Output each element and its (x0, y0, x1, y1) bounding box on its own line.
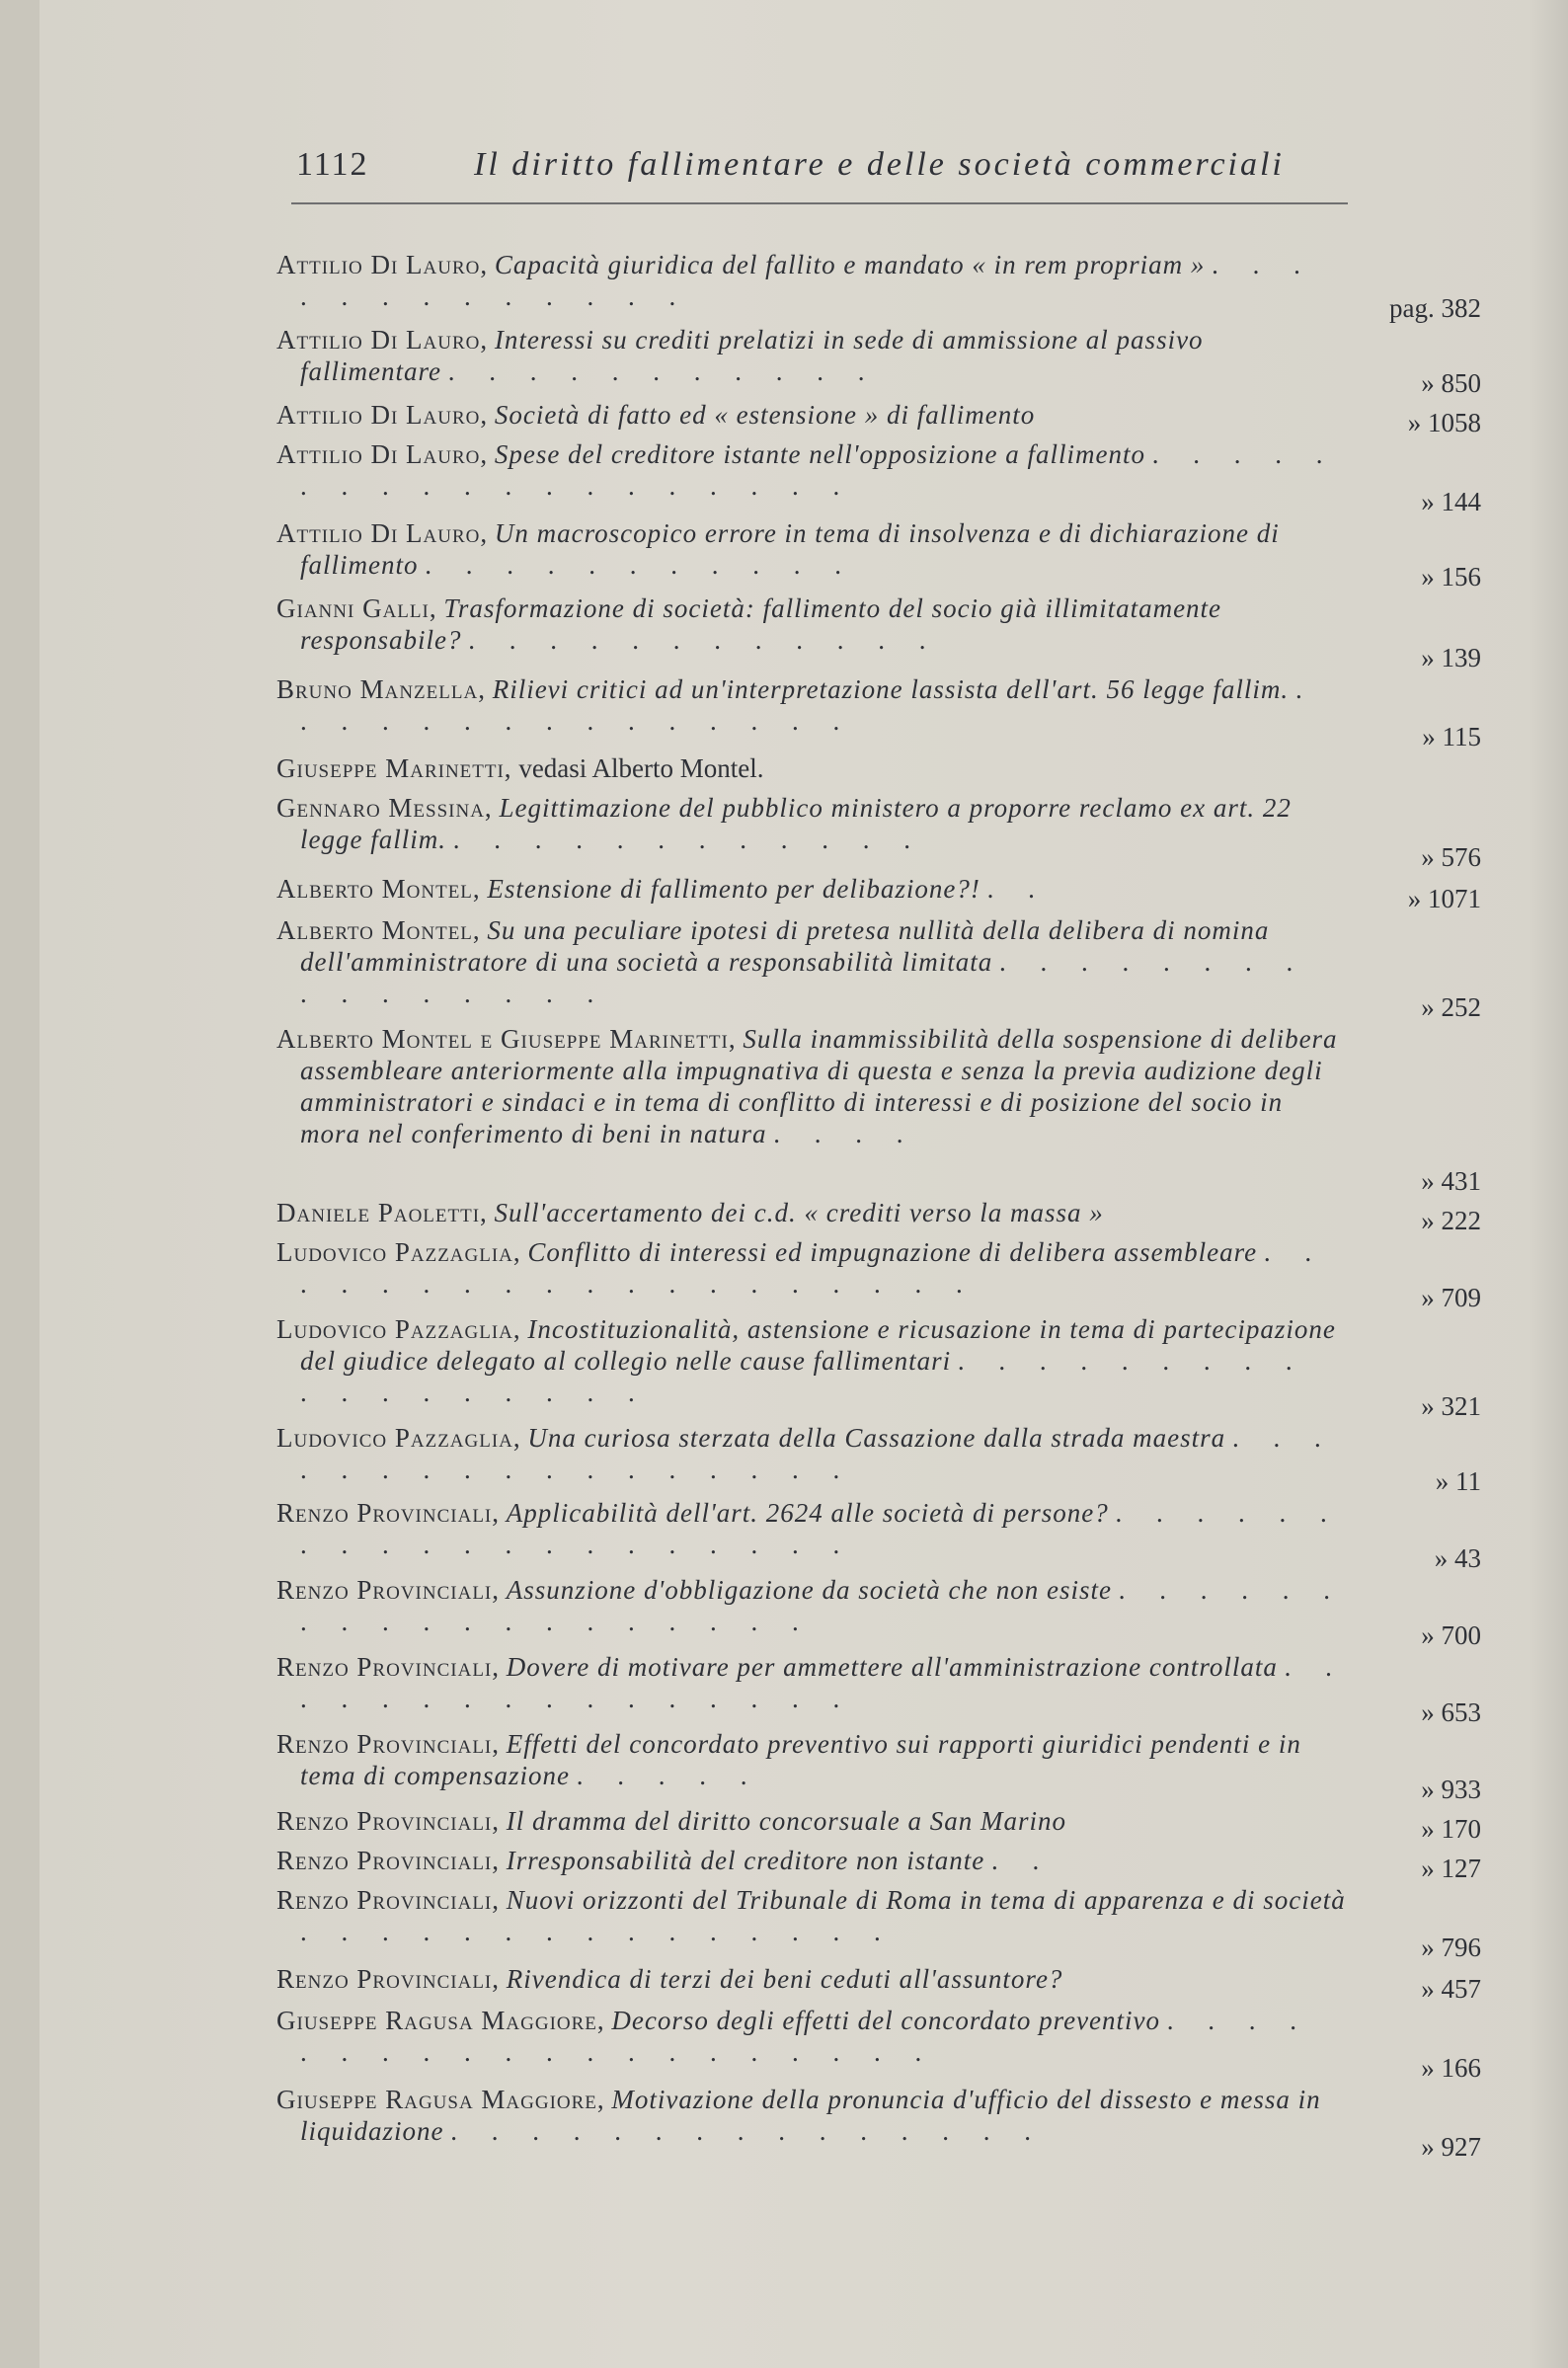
entry-page: » 1058 (1407, 408, 1481, 437)
entry-title: Rivendica di terzi dei beni ceduti all'assuntore? (506, 1964, 1063, 1994)
entry-text (276, 873, 1347, 905)
leader-dots: . . . . . . . . . . . . . . . . . . . (300, 1575, 1344, 1636)
index-entry (276, 1574, 1481, 1651)
index-list (276, 249, 1481, 2163)
index-entry (276, 1651, 1481, 1728)
entry-page: » 709 (1421, 1283, 1481, 1312)
entry-title: Un macroscopico errore in tema di insolvenza e di dichiarazione di fallimento (300, 518, 1280, 580)
index-entry (276, 1728, 1481, 1805)
entry-text (276, 1845, 1347, 1876)
running-title: Il diritto fallimentare e delle società commerciali (474, 146, 1285, 183)
entry-page: » 222 (1421, 1206, 1481, 1235)
leader-dots: . . . . . . . . . . . . . . . . . (300, 1423, 1335, 1484)
entry-title: Nuovi orizzonti del Tribunale di Roma in tema di apparenza e di società (506, 1885, 1346, 1915)
entry-title: Irresponsabilità del creditore non istante (506, 1846, 985, 1875)
leader-dots: . . . . . . . . . . . . . . . . . . . (300, 1237, 1326, 1299)
entry-page: » 115 (1422, 722, 1481, 751)
index-entry (276, 1422, 1481, 1497)
leader-dots: . . . . . . . . . . . (425, 550, 855, 580)
entry-author: Giuseppe Ragusa Maggiore, (276, 2006, 605, 2035)
leader-dots: . . . . . . . . . . . . . . . . . . . . (300, 2006, 1311, 2067)
entry-author: Daniele Paoletti, (276, 1198, 488, 1227)
entry-author: Gennaro Messina, (276, 793, 493, 823)
entry-author: Renzo Provinciali, (276, 1498, 500, 1528)
entry-text (276, 2005, 1347, 2068)
entry-author: Attilio Di Lauro, (276, 250, 489, 279)
index-entry (276, 1884, 1481, 1963)
entry-title: Società di fatto ed « estensione » di fallimento (494, 400, 1036, 430)
entry-page: » 127 (1421, 1854, 1481, 1883)
entry-page: pag. 382 (1389, 293, 1481, 323)
index-entry (276, 914, 1481, 1023)
entry-title: Sull'accertamento dei c.d. « crediti verso la massa » (494, 1198, 1104, 1227)
entry-author: Renzo Provinciali, (276, 1964, 500, 1994)
entry-page: » 850 (1421, 368, 1481, 398)
entry-text (276, 1422, 1347, 1485)
entry-page: » 457 (1421, 1974, 1481, 2004)
entry-text (276, 399, 1347, 431)
page-edge-shadow (1529, 0, 1568, 2368)
leader-dots: . . . . . . . . . . . . . . . . (300, 1652, 1346, 1713)
entry-text (276, 1884, 1347, 1947)
index-entry (276, 1236, 1481, 1313)
leader-dots: . . . . . (576, 1761, 761, 1790)
entry-author: Renzo Provinciali, (276, 1729, 500, 1759)
entry-text (276, 1574, 1347, 1637)
entry-title: Estensione di fallimento per delibazione?! (487, 874, 980, 904)
entry-title: Decorso degli effetti del concordato preventivo (611, 2006, 1161, 2035)
index-entry (276, 517, 1481, 592)
entry-title: Trasformazione di società: fallimento del socio già illimitatamente responsabile? (300, 593, 1222, 655)
entry-title: Il dramma del diritto concorsuale a San Marino (506, 1806, 1066, 1836)
entry-author: Ludovico Pazzaglia, (276, 1314, 521, 1344)
entry-author: Alberto Montel, (276, 874, 481, 904)
entry-title: Capacità giuridica del fallito e mandato « in rem propriam » (494, 250, 1206, 279)
entry-text (276, 1313, 1347, 1408)
leader-dots: . . . . . . . . . . . . . . . . . . (300, 1346, 1306, 1407)
index-entry (276, 752, 1481, 792)
entry-text (276, 752, 1347, 784)
entry-author: Bruno Manzella, (276, 674, 486, 704)
entry-title: Spese del creditore istante nell'opposizione a fallimento (494, 439, 1146, 469)
entry-author: Giuseppe Ragusa Maggiore, (276, 2085, 605, 2114)
entry-author: Renzo Provinciali, (276, 1652, 500, 1682)
entry-text (276, 592, 1347, 656)
index-entry (276, 2005, 1481, 2084)
entry-title: Una curiosa sterzata della Cassazione dalla strada maestra (527, 1423, 1226, 1453)
entry-text (276, 324, 1347, 387)
index-entry (276, 873, 1481, 914)
leader-dots: . . . . . . . . . . . . (468, 625, 940, 655)
index-entry (276, 438, 1481, 517)
entry-page: » 576 (1421, 842, 1481, 872)
entry-text (276, 1805, 1347, 1837)
entry-title: Incostituzionalità, astensione e ricusazione in tema di partecipazione del giudice delegato al collegio nelle cause fallimentari (300, 1314, 1336, 1376)
entry-page: » 11 (1435, 1466, 1481, 1496)
entry-author: Giuseppe Marinetti, (276, 753, 512, 783)
page-number: 1112 (296, 146, 369, 183)
index-entry (276, 1023, 1481, 1197)
book-page (39, 0, 1568, 2368)
leader-dots: . . . . . . . . . . . . . . . (300, 674, 1316, 736)
index-entry (276, 249, 1481, 324)
entry-author: Renzo Provinciali, (276, 1846, 500, 1875)
leader-dots: . . . . (773, 1119, 917, 1148)
entry-author: Ludovico Pazzaglia, (276, 1237, 521, 1267)
entry-text (276, 1497, 1347, 1560)
entry-page: » 156 (1421, 562, 1481, 592)
entry-title: Su una peculiare ipotesi di pretesa nullità della delibera di nomina dell'amministratore di una società a responsabilità limitata (300, 915, 1270, 977)
page-header (296, 146, 1343, 205)
entry-page: » 43 (1434, 1543, 1481, 1573)
entry-page: » 252 (1421, 992, 1481, 1022)
entry-page: » 139 (1421, 643, 1481, 672)
entry-title: Assunzione d'obbligazione da società che non esiste (506, 1575, 1112, 1605)
entry-text (276, 1023, 1347, 1149)
entry-page: » 933 (1421, 1775, 1481, 1804)
entry-title: Motivazione della pronuncia d'ufficio del dissesto e messa in liquidazione (300, 2085, 1321, 2146)
entry-text (276, 914, 1347, 1009)
index-entry (276, 1845, 1481, 1884)
entry-page: » 431 (1421, 1166, 1481, 1196)
index-entry (276, 1197, 1481, 1236)
entry-page: » 653 (1421, 1697, 1481, 1727)
entry-cross-reference: vedasi Alberto Montel. (518, 753, 764, 783)
entry-text (276, 673, 1347, 737)
entry-author: Renzo Provinciali, (276, 1575, 500, 1605)
entry-title: Effetti del concordato preventivo sui rapporti giuridici pendenti e in tema di compensazione (300, 1729, 1301, 1790)
index-entry (276, 399, 1481, 438)
entry-author: Alberto Montel, (276, 915, 481, 945)
entry-page: » 170 (1421, 1814, 1481, 1844)
index-entry (276, 592, 1481, 673)
entry-page: » 796 (1421, 1933, 1481, 1962)
entry-author: Renzo Provinciali, (276, 1885, 500, 1915)
entry-author: Ludovico Pazzaglia, (276, 1423, 521, 1453)
entry-author: Attilio Di Lauro, (276, 439, 489, 469)
entry-text (276, 792, 1347, 855)
leader-dots: . . . . . . . . . . . . . . . (300, 1917, 895, 1946)
entry-text (276, 249, 1347, 312)
entry-title: Applicabilità dell'art. 2624 alle società di persone? (506, 1498, 1109, 1528)
index-entry (276, 673, 1481, 752)
entry-text (276, 1651, 1347, 1714)
leader-dots: . . . . . . . . . . . . . . . . (300, 947, 1307, 1008)
index-entry (276, 792, 1481, 873)
index-entry (276, 1497, 1481, 1574)
entry-text (276, 1728, 1347, 1791)
entry-title: Sulla inammissibilità della sospensione di delibera assembleare anteriormente alla impugnativa di questa e senza la previa audizione degli amministratori e sindaci e in tema di conflitto di interessi e di posizione del socio in mora nel conferimento di beni in natura (300, 1024, 1338, 1148)
entry-page: » 1071 (1407, 884, 1481, 913)
header-rule (291, 202, 1348, 204)
entry-page: » 321 (1421, 1391, 1481, 1421)
index-entry (276, 324, 1481, 399)
entry-text (276, 438, 1347, 502)
index-entry (276, 2084, 1481, 2163)
index-entry (276, 1963, 1481, 2005)
leader-dots: . . . . . . . . . . . . . . . . . . . . (300, 1498, 1341, 1559)
entry-page: » 700 (1421, 1620, 1481, 1650)
leader-dots: . . (986, 874, 1049, 904)
entry-page: » 166 (1421, 2053, 1481, 2083)
entry-author: Alberto Montel e Giuseppe Marinetti, (276, 1024, 737, 1054)
entry-author: Attilio Di Lauro, (276, 325, 489, 355)
entry-title: Dovere di motivare per ammettere all'amministrazione controllata (506, 1652, 1278, 1682)
entry-text (276, 1963, 1347, 1995)
entry-page: » 144 (1421, 487, 1481, 516)
entry-author: Attilio Di Lauro, (276, 518, 489, 548)
entry-title: Conflitto di interessi ed impugnazione di delibera assembleare (527, 1237, 1258, 1267)
index-entry (276, 1805, 1481, 1845)
entry-text (276, 1236, 1347, 1300)
leader-dots: . . . . . . . . . . . (447, 356, 879, 386)
entry-title: Legittimazione del pubblico ministero a proporre reclamo ex art. 22 legge fallim. (300, 793, 1292, 854)
leader-dots: . . . . . . . . . . . . . (300, 250, 1314, 311)
leader-dots: . . . . . . . . . . . . . . . (450, 2116, 1045, 2146)
entry-text (276, 2084, 1347, 2147)
leader-dots: . . . . . . . . . . . . (452, 825, 924, 854)
entry-author: Renzo Provinciali, (276, 1806, 500, 1836)
entry-page: » 927 (1421, 2132, 1481, 2162)
entry-text (276, 1197, 1347, 1228)
entry-author: Attilio Di Lauro, (276, 400, 489, 430)
entry-title: Interessi su crediti prelatizi in sede di ammissione al passivo fallimentare (300, 325, 1204, 386)
entry-text (276, 517, 1347, 581)
entry-title: Rilievi critici ad un'interpretazione lassista dell'art. 56 legge fallim. (492, 674, 1290, 704)
leader-dots: . . (990, 1846, 1054, 1875)
leader-dots: . . . . . . . . . . . . . . . . . . . (300, 439, 1337, 501)
entry-author: Gianni Galli, (276, 593, 437, 623)
index-entry (276, 1313, 1481, 1422)
